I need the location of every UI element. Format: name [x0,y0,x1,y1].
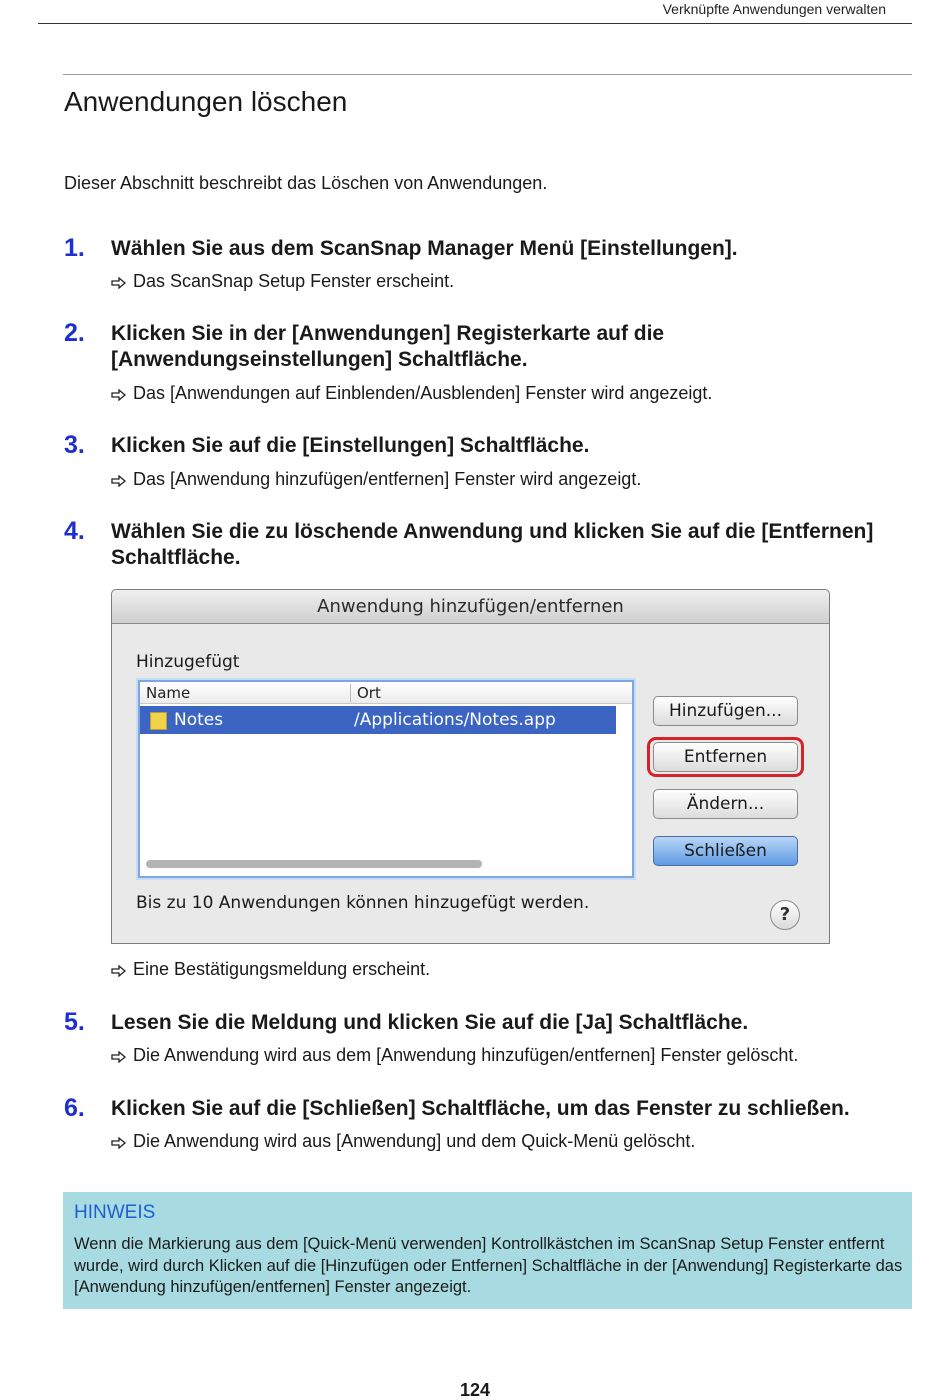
step-3-result [111,469,641,492]
page-title: Anwendungen löschen [64,86,348,117]
title-divider [63,74,912,75]
close-button[interactable]: Schließen [653,836,798,866]
result-arrow-icon [111,471,133,492]
result-arrow-icon [111,385,133,406]
step-heading: Wählen Sie die zu löschende Anwendung und klicken Sie auf die [Entfernen] Schaltfläche. [111,520,874,569]
note-text: Wenn die Markierung aus dem [Quick-Menü verwenden] Kontrollkästchen im ScanSnap Setup Fenster entfernt wurde, wird durch Klicken auf die [Hinzufügen oder Entfernen] Schaltfläche in der [Anwendung] Registerkarte das [Anwendung hinzufügen/entfernen] Fenster angezeigt. [74,1235,903,1296]
list-item-location: /Applications/Notes.app [354,710,556,730]
add-button[interactable]: Hinzufügen... [653,696,798,726]
result-arrow-icon [111,961,133,982]
step-number: 6. [64,1094,85,1122]
step-5-result [111,1045,798,1068]
help-icon[interactable]: ? [770,900,800,930]
step-result-text: Die Anwendung wird aus [Anwendung] und dem Quick-Menü gelöscht. [133,1131,696,1151]
horizontal-scrollbar[interactable] [146,860,482,868]
page-number: 124 [459,1380,491,1400]
column-name[interactable]: Name [146,684,191,702]
step-heading: Klicken Sie in der [Anwendungen] Registerkarte auf die [Anwendungseinstellungen] Schaltfläche. [111,322,665,371]
step-number: 4. [64,517,85,545]
note-title: HINWEIS [74,1202,156,1223]
remove-button-highlight [647,737,804,777]
step-result-text: Die Anwendung wird aus dem [Anwendung hinzufügen/entfernen] Fenster gelöscht. [133,1045,799,1065]
step-1-result [111,271,454,294]
running-header-title: Verknüpfte Anwendungen verwalten [662,1,886,17]
list-item-name: Notes [174,710,224,730]
intro-text: Dieser Abschnitt beschreibt das Löschen von Anwendungen. [64,173,548,193]
step-heading: Klicken Sie auf die [Einstellungen] Schaltfläche. [111,434,590,457]
step-heading: Lesen Sie die Meldung und klicken Sie auf die [Ja] Schaltfläche. [111,1011,749,1034]
change-button[interactable]: Ändern... [653,789,798,819]
step-heading: Klicken Sie auf die [Schließen] Schaltfläche, um das Fenster zu schließen. [111,1097,850,1120]
result-arrow-icon [111,1133,133,1154]
step-result-text: Das [Anwendungen auf Einblenden/Ausblenden] Fenster wird angezeigt. [133,383,713,403]
step-result-text: Das ScanSnap Setup Fenster erscheint. [133,271,455,291]
notes-app-icon [150,712,167,730]
running-header [0,0,950,24]
application-list[interactable] [138,680,634,878]
step-4-result [111,959,430,982]
step-heading: Wählen Sie aus dem ScanSnap Manager Menü [Einstellungen]. [111,237,738,260]
step-number: 1. [64,234,85,262]
dialog-title: Anwendung hinzufügen/entfernen [317,596,624,617]
step-number: 5. [64,1008,85,1036]
step-2-result [111,383,712,406]
step-number: 2. [64,319,85,347]
added-section-label: Hinzugefügt [136,652,240,672]
step-result-text: Eine Bestätigungsmeldung erscheint. [133,959,431,979]
step-result-text: Das [Anwendung hinzufügen/entfernen] Fenster wird angezeigt. [133,469,642,489]
result-arrow-icon [111,1047,133,1068]
add-remove-application-dialog [111,589,830,944]
list-column-header [140,682,632,704]
dialog-titlebar [112,590,829,624]
note-box [63,1192,912,1309]
column-location[interactable]: Ort [350,684,381,702]
step-number: 3. [64,431,85,459]
result-arrow-icon [111,273,133,294]
dialog-footer-text: Bis zu 10 Anwendungen können hinzugefügt werden. [136,893,590,913]
header-rule [38,23,912,24]
remove-button[interactable]: Entfernen [653,742,798,772]
step-6-result [111,1131,695,1154]
list-item[interactable] [140,706,616,734]
